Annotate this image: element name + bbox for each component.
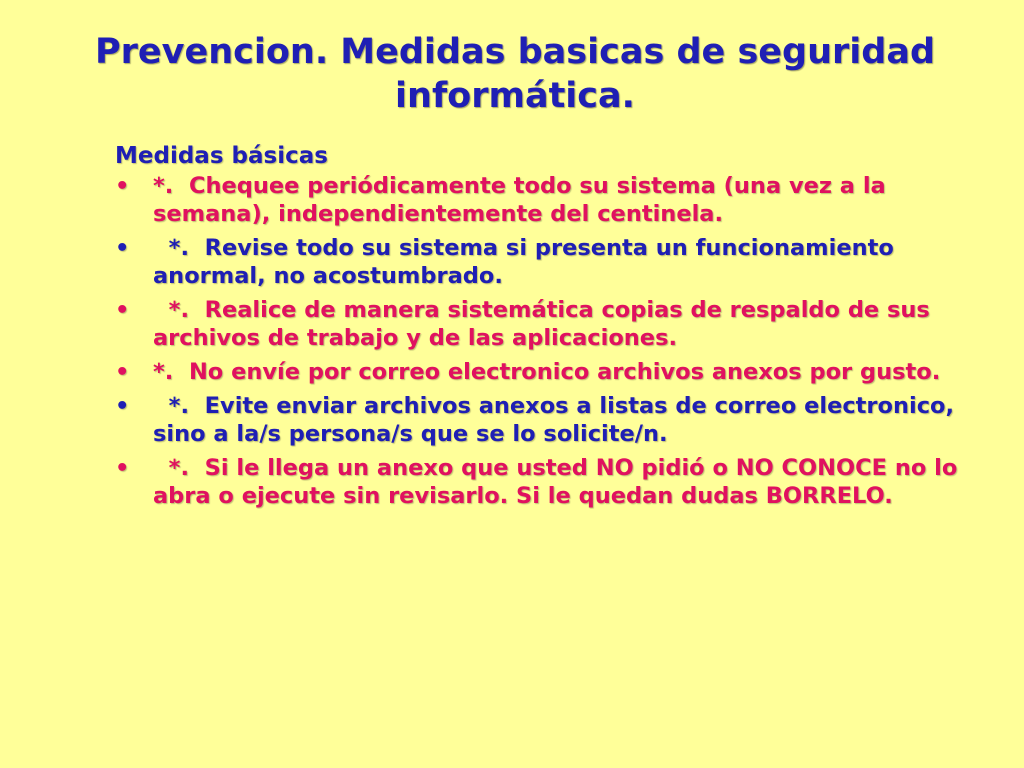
bullet-item: [115, 234, 965, 290]
bullet-icon: •: [115, 393, 130, 419]
bullet-text: *. Chequee periódicamente todo su sistema (una vez a la semana), independientemente del centinela.: [153, 173, 894, 227]
bullet-icon: •: [115, 235, 130, 261]
bullet-item: [115, 358, 965, 386]
bullet-icon: •: [115, 455, 130, 481]
bullet-text: *. Revise todo su sistema si presenta un funcionamiento anormal, no acostumbrado.: [153, 235, 902, 289]
bullet-item: [115, 392, 965, 448]
bullet-item: [115, 296, 965, 352]
bullet-icon: •: [115, 173, 130, 199]
bullet-text: *. Si le llega un anexo que usted NO pidió o NO CONOCE no lo abra o ejecute sin revisarlo. Si le quedan dudas BORRELO.: [153, 455, 966, 509]
slide-title: Prevencion. Medidas basicas de seguridad informática.: [95, 32, 935, 116]
bullet-text: *. No envíe por correo electronico archivos anexos por gusto.: [153, 359, 941, 385]
bullet-item: [115, 172, 965, 228]
bullet-list: [115, 172, 965, 510]
slide-content: [115, 142, 965, 516]
bullet-icon: •: [115, 359, 130, 385]
bullet-icon: •: [115, 297, 130, 323]
section-heading: Medidas básicas: [115, 143, 328, 169]
bullet-text: *. Evite enviar archivos anexos a listas de correo electronico, sino a la/s persona/s que se lo solicite/n.: [153, 393, 962, 447]
bullet-text: *. Realice de manera sistemática copias de respaldo de sus archivos de trabajo y de las aplicaciones.: [153, 297, 938, 351]
bullet-item: [115, 454, 965, 510]
